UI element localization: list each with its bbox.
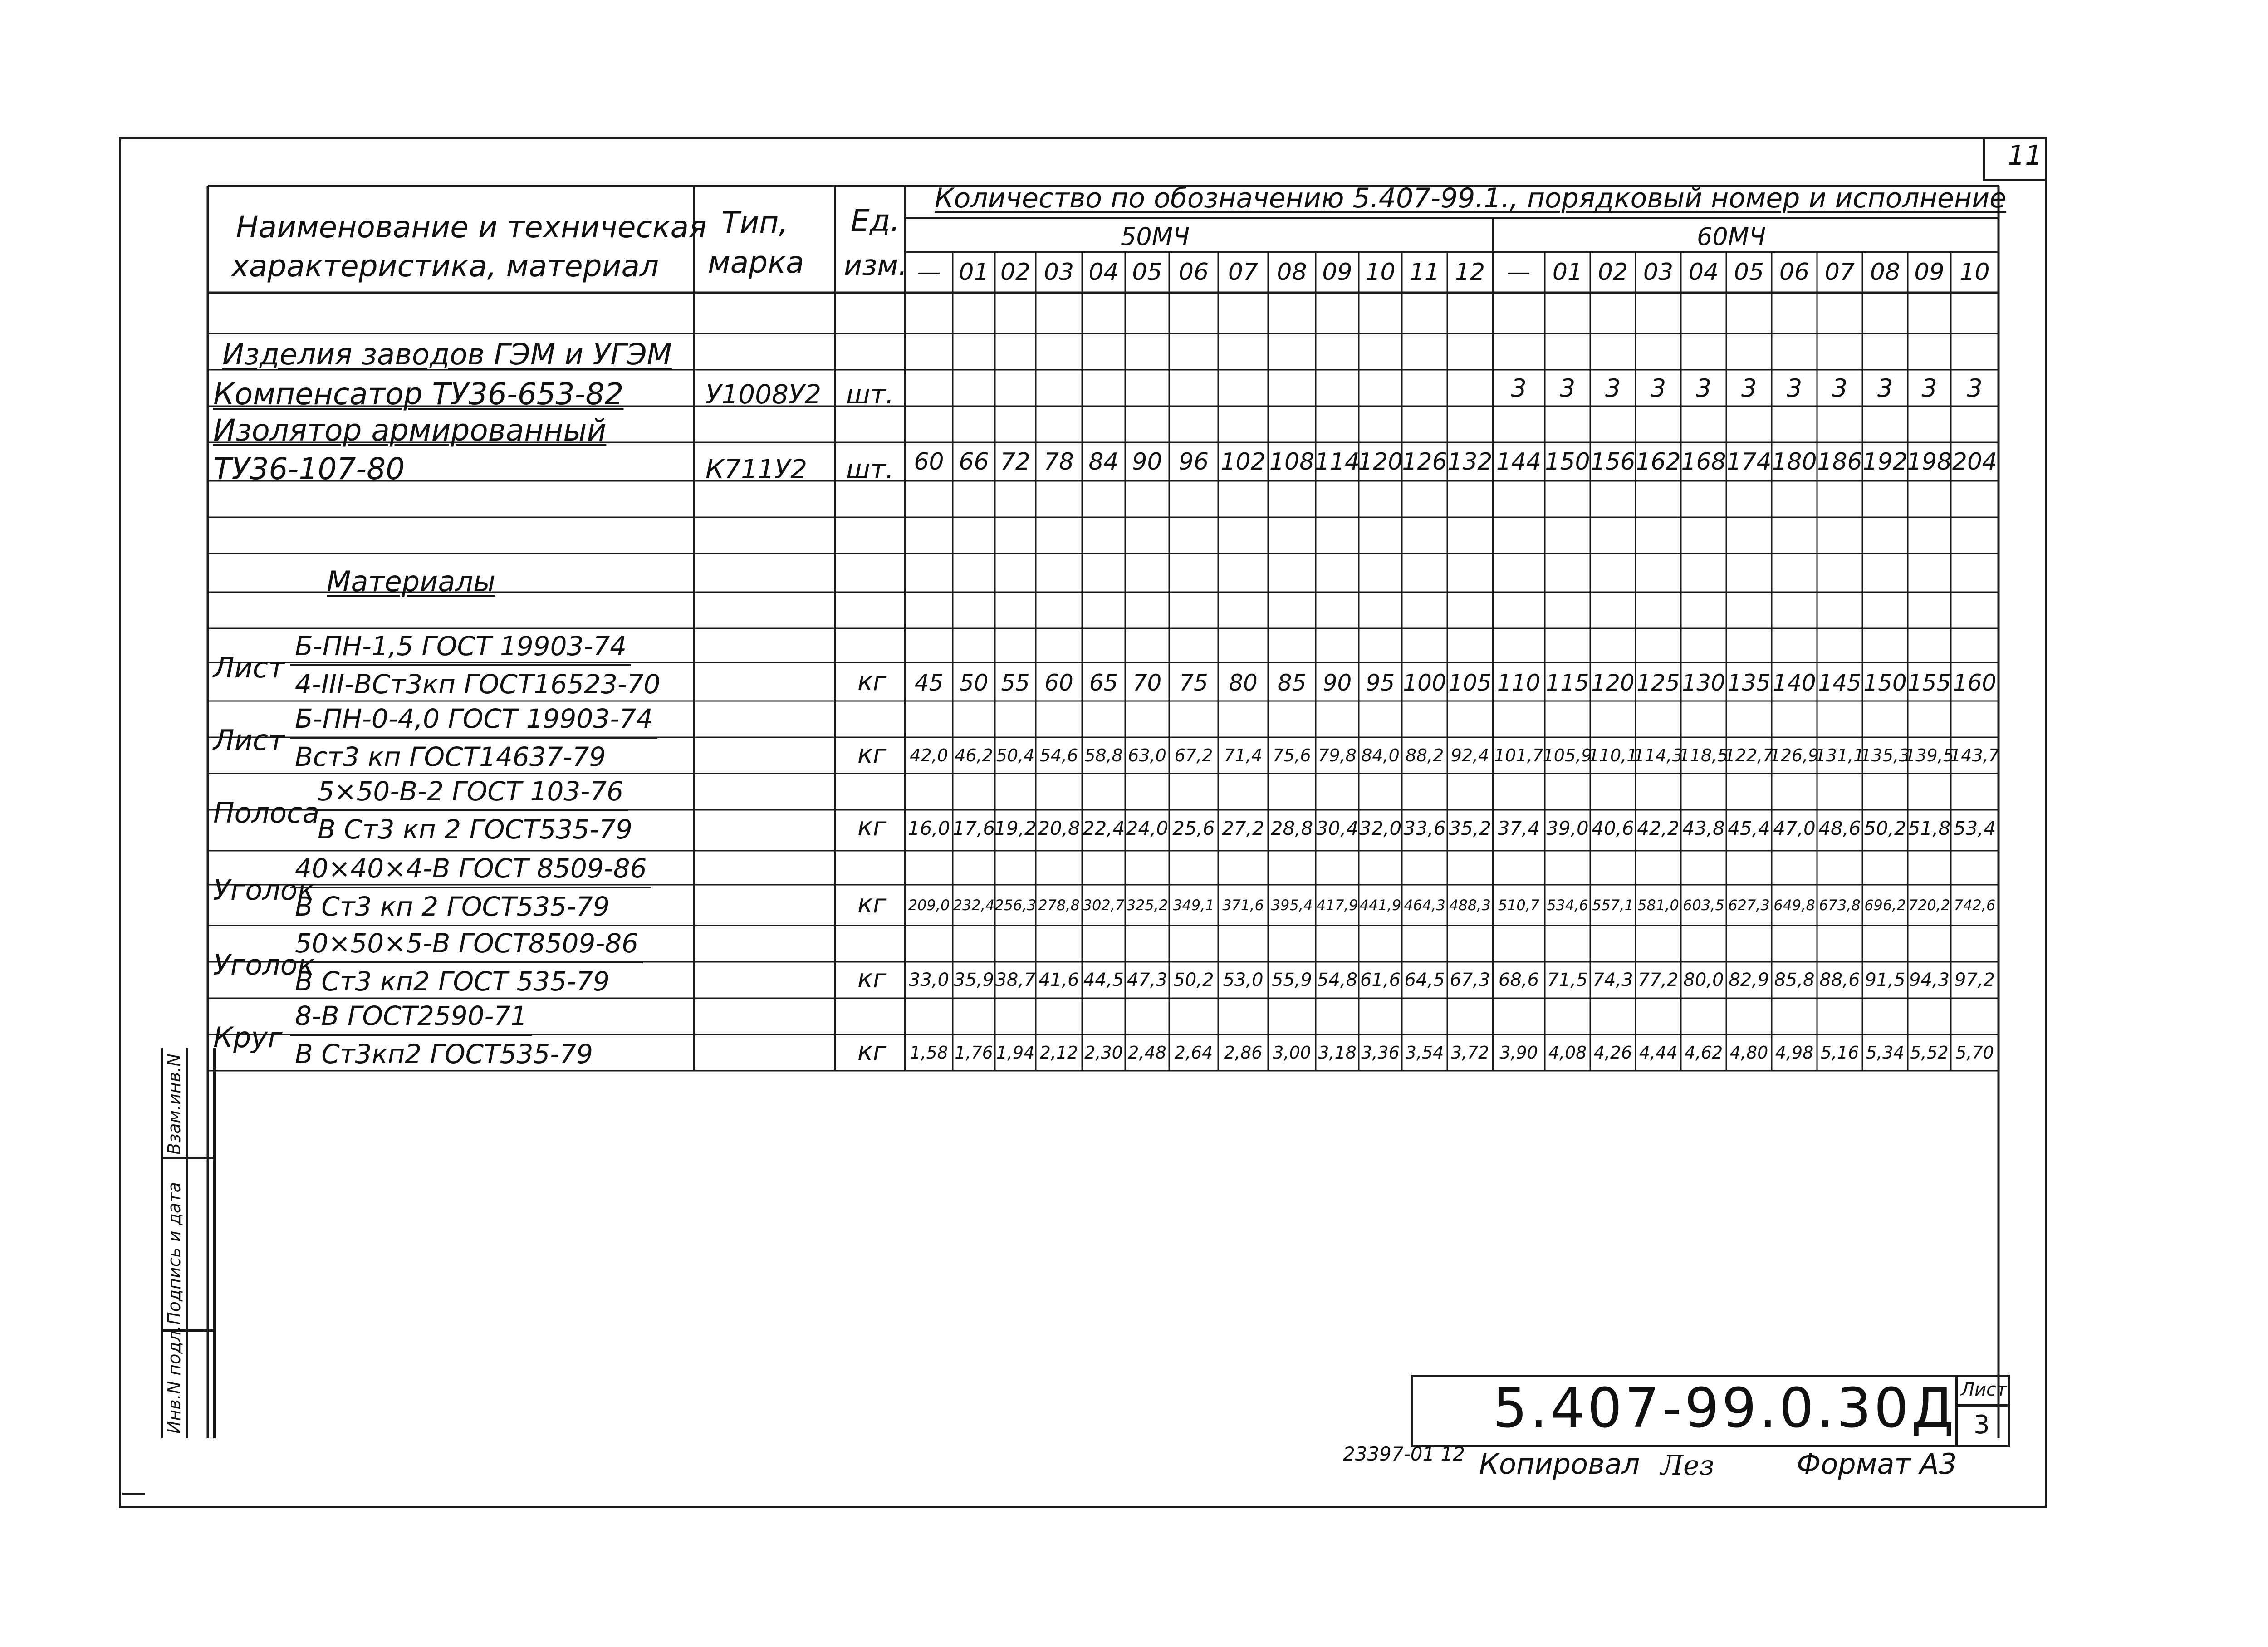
- subheader-cell: 08: [1277, 259, 1307, 286]
- compensator-value: [995, 370, 1036, 406]
- material-value: 441,9: [1359, 897, 1401, 914]
- material-value: 581,0: [1637, 897, 1679, 914]
- compensator-value: 3: [1786, 373, 1803, 402]
- insulator-value: 180: [1772, 448, 1817, 475]
- material-value: 325,2: [1126, 897, 1168, 914]
- compensator-unit: шт.: [846, 379, 894, 410]
- compensator-value: 3: [1921, 373, 1937, 402]
- insulator-name-line2: ТУ36-107-80: [213, 451, 405, 486]
- subheader-cell: 02: [1000, 259, 1031, 286]
- material-value: 63,0: [1128, 745, 1166, 765]
- material-value: 3,54: [1405, 1043, 1444, 1063]
- insulator-value: 66: [959, 448, 989, 475]
- material-value: 45,4: [1728, 817, 1770, 839]
- material-label: Уголок: [213, 873, 315, 907]
- copied-label: Копировал: [1479, 1447, 1640, 1480]
- material-unit: кг: [857, 889, 887, 919]
- material-value: 41,6: [1038, 970, 1079, 990]
- material-value: 2,12: [1039, 1043, 1078, 1063]
- document-designation: 5.407-99.0.30Д: [1493, 1377, 1957, 1440]
- material-value: 88,2: [1405, 745, 1444, 765]
- material-value: 61,6: [1360, 970, 1401, 990]
- compensator-value: 3: [1605, 373, 1621, 402]
- compensator-type: У1008У2: [705, 379, 822, 410]
- material-value: 75: [1179, 670, 1208, 696]
- subheader-cell: 07: [1228, 259, 1259, 286]
- material-value: 122,7: [1724, 745, 1774, 765]
- subheader-cell: 04: [1688, 259, 1719, 286]
- material-value: 3,00: [1273, 1043, 1311, 1063]
- side-stamp-inv-label: Инв.N подл.: [164, 1325, 184, 1434]
- material-value: 125: [1636, 670, 1680, 696]
- material-value: 100: [1403, 670, 1446, 696]
- material-value: 84,0: [1361, 745, 1400, 765]
- compensator-value: [905, 370, 953, 406]
- material-value: 720,2: [1908, 897, 1950, 914]
- material-unit: кг: [857, 740, 887, 769]
- material-spec-denominator: В Ст3кп2 ГОСТ535-79: [295, 1039, 593, 1069]
- order-number: 23397-01 12: [1343, 1443, 1465, 1465]
- material-value: 25,6: [1172, 817, 1215, 839]
- material-value: 114,3: [1633, 745, 1683, 765]
- material-value: 43,8: [1682, 817, 1725, 839]
- material-value: 349,1: [1173, 897, 1215, 914]
- material-value: 35,9: [953, 970, 994, 990]
- material-value: 3,36: [1361, 1043, 1400, 1063]
- insulator-value: 96: [1178, 448, 1209, 475]
- material-value: 74,3: [1592, 970, 1633, 990]
- material-value: 51,8: [1908, 817, 1951, 839]
- insulator-value: 90: [1132, 448, 1162, 475]
- material-value: 27,2: [1222, 817, 1264, 839]
- subheader-cell: —: [917, 259, 941, 286]
- material-spec-numerator: Б-ПН-0-4,0 ГОСТ 19903-74: [290, 703, 657, 739]
- side-stamp-signature-label: Подпись и дата: [164, 1182, 184, 1325]
- subheader-cell: 01: [1552, 259, 1583, 286]
- material-value: 54,6: [1039, 745, 1078, 765]
- bottom-left-mark: [122, 1493, 145, 1495]
- material-value: 67,3: [1450, 970, 1490, 990]
- material-value: 1,76: [955, 1043, 993, 1063]
- material-value: 3,18: [1318, 1043, 1357, 1063]
- subheader-cell: 09: [1322, 259, 1352, 286]
- material-value: 71,4: [1224, 745, 1263, 765]
- material-spec-numerator: 5×50-В-2 ГОСТ 103-76: [313, 776, 628, 811]
- material-label: Лист: [213, 651, 285, 684]
- material-value: 48,6: [1818, 817, 1861, 839]
- compensator-value: [953, 370, 995, 406]
- material-value: 50,2: [1864, 817, 1906, 839]
- material-label: Лист: [213, 724, 285, 757]
- compensator-value: [1447, 370, 1493, 406]
- material-value: 742,6: [1954, 897, 1996, 914]
- material-value: 4,44: [1639, 1043, 1678, 1063]
- material-value: 85,8: [1774, 970, 1815, 990]
- material-value: 70: [1132, 670, 1162, 696]
- material-value: 77,2: [1638, 970, 1679, 990]
- material-value: 150: [1863, 670, 1907, 696]
- subheader-cell: 05: [1734, 259, 1764, 286]
- compensator-value: [1316, 370, 1359, 406]
- material-value: 47,3: [1127, 970, 1168, 990]
- compensator-value: [1402, 370, 1447, 406]
- subheader-cell: 03: [1643, 259, 1674, 286]
- material-value: 33,6: [1403, 817, 1446, 839]
- material-value: 101,7: [1494, 745, 1543, 765]
- page-number: 11: [2008, 140, 2043, 172]
- material-value: 2,30: [1084, 1043, 1123, 1063]
- material-value: 94,3: [1909, 970, 1950, 990]
- material-unit: кг: [857, 667, 887, 696]
- material-value: 50,4: [996, 745, 1035, 765]
- subheader-cell: 01: [959, 259, 989, 286]
- compensator-value: 3: [1511, 373, 1527, 402]
- material-value: 33,0: [908, 970, 950, 990]
- group-60mch: 60МЧ: [1697, 222, 1766, 251]
- material-value: 24,0: [1126, 817, 1169, 839]
- material-value: 3,90: [1499, 1043, 1538, 1063]
- material-value: 118,5: [1679, 745, 1729, 765]
- material-unit: кг: [857, 812, 887, 842]
- material-value: 105: [1448, 670, 1492, 696]
- compensator-value: [1169, 370, 1218, 406]
- material-value: 5,52: [1910, 1043, 1949, 1063]
- material-label: Круг: [213, 1021, 283, 1054]
- material-spec-numerator: Б-ПН-1,5 ГОСТ 19903-74: [290, 631, 631, 666]
- material-spec-numerator: 40×40×4-В ГОСТ 8509-86: [290, 853, 651, 888]
- format-label: Формат А3: [1797, 1447, 1957, 1480]
- insulator-unit: шт.: [846, 454, 894, 485]
- material-unit: кг: [857, 1037, 887, 1066]
- material-value: 278,8: [1038, 897, 1080, 914]
- material-value: 85: [1277, 670, 1307, 696]
- side-stamp-divider-vertical: [186, 1048, 188, 1438]
- material-value: 4,08: [1548, 1043, 1587, 1063]
- material-value: 92,4: [1450, 745, 1489, 765]
- material-value: 37,4: [1497, 817, 1540, 839]
- material-spec-denominator: В Ст3 кп 2 ГОСТ535-79: [295, 891, 610, 922]
- material-value: 110: [1497, 670, 1541, 696]
- material-value: 32,0: [1359, 817, 1402, 839]
- name-header-line2: характеристика, материал: [231, 249, 659, 284]
- unit-header-line2: изм.: [844, 249, 907, 282]
- material-value: 143,7: [1950, 745, 1999, 765]
- material-value: 2,48: [1128, 1043, 1166, 1063]
- material-value: 126,9: [1769, 745, 1819, 765]
- insulator-value: 60: [914, 448, 944, 475]
- material-value: 4,62: [1684, 1043, 1723, 1063]
- material-value: 65: [1089, 670, 1118, 696]
- subheader-cell: 08: [1870, 259, 1901, 286]
- material-value: 44,5: [1083, 970, 1124, 990]
- material-value: 17,6: [952, 817, 995, 839]
- material-label: Уголок: [213, 948, 315, 981]
- insulator-value: 174: [1726, 448, 1772, 475]
- material-spec: [290, 853, 651, 922]
- material-value: 4,98: [1775, 1043, 1814, 1063]
- material-spec: [290, 1000, 598, 1069]
- material-value: 4,80: [1729, 1043, 1768, 1063]
- material-value: 120: [1591, 670, 1635, 696]
- sheet-number: 3: [1974, 1410, 1990, 1440]
- insulator-value: 156: [1590, 448, 1636, 475]
- material-value: 302,7: [1083, 897, 1125, 914]
- subheader-cell: 12: [1455, 259, 1485, 286]
- material-value: 115: [1546, 670, 1589, 696]
- material-value: 1,58: [910, 1043, 948, 1063]
- sheet-label: Лист: [1961, 1379, 2007, 1400]
- insulator-value: 168: [1681, 448, 1726, 475]
- material-value: 105,9: [1543, 745, 1592, 765]
- material-value: 28,8: [1270, 817, 1313, 839]
- insulator-value: 162: [1636, 448, 1681, 475]
- material-spec: [313, 776, 637, 845]
- material-spec-denominator: 4-III-ВСт3кп ГОСТ16523-70: [295, 669, 661, 700]
- compensator-value: 3: [1695, 373, 1712, 402]
- material-value: 30,4: [1316, 817, 1359, 839]
- insulator-value: 102: [1220, 448, 1266, 475]
- compensator-name: Компенсатор ТУ36-653-82: [213, 377, 624, 412]
- material-value: 139,5: [1905, 745, 1954, 765]
- material-value: 488,3: [1449, 897, 1491, 914]
- material-value: 145: [1818, 670, 1861, 696]
- material-value: 510,7: [1498, 897, 1540, 914]
- compensator-value: 3: [1877, 373, 1893, 402]
- copier-signature: Лез: [1661, 1450, 1714, 1481]
- type-header-line2: марка: [708, 245, 804, 280]
- material-value: 58,8: [1084, 745, 1123, 765]
- insulator-value: 150: [1545, 448, 1590, 475]
- insulator-value: 198: [1906, 448, 1952, 475]
- material-value: 5,34: [1866, 1043, 1905, 1063]
- material-label: Полоса: [213, 796, 320, 829]
- insulator-name-line1: Изолятор армированный: [213, 413, 607, 448]
- insulator-type: К711У2: [705, 454, 808, 485]
- material-value: 71,5: [1547, 970, 1588, 990]
- material-value: 46,2: [955, 745, 993, 765]
- material-value: 20,8: [1038, 817, 1080, 839]
- compensator-value: [1082, 370, 1125, 406]
- unit-header-line1: Ед.: [851, 203, 900, 238]
- insulator-value: 144: [1496, 448, 1542, 475]
- material-value: 557,1: [1592, 897, 1634, 914]
- material-value: 131,1: [1815, 745, 1865, 765]
- material-value: 627,3: [1728, 897, 1770, 914]
- subheader-cell: 06: [1779, 259, 1810, 286]
- compensator-value: [1125, 370, 1169, 406]
- insulator-value: 132: [1447, 448, 1493, 475]
- subheader-cell: 03: [1043, 259, 1074, 286]
- side-stamp-divider: [161, 1157, 216, 1159]
- material-value: 55,9: [1271, 970, 1313, 990]
- material-value: 54,8: [1317, 970, 1358, 990]
- group-50mch: 50МЧ: [1121, 222, 1190, 251]
- type-header-line1: Тип,: [721, 205, 789, 240]
- material-value: 50,2: [1173, 970, 1214, 990]
- insulator-value: 114: [1314, 448, 1360, 475]
- material-value: 696,2: [1864, 897, 1906, 914]
- compensator-value: 3: [1967, 373, 1983, 402]
- title-block-divider-h: [1955, 1404, 2010, 1407]
- material-value: 673,8: [1819, 897, 1861, 914]
- material-value: 649,8: [1773, 897, 1815, 914]
- subheader-cell: 07: [1824, 259, 1855, 286]
- subheader-cell: 04: [1088, 259, 1119, 286]
- material-value: 88,6: [1819, 970, 1860, 990]
- material-value: 95: [1366, 670, 1395, 696]
- material-value: 82,9: [1729, 970, 1769, 990]
- material-value: 417,9: [1316, 897, 1358, 914]
- material-value: 155: [1907, 670, 1951, 696]
- material-value: 79,8: [1318, 745, 1357, 765]
- material-unit: кг: [857, 964, 887, 994]
- material-value: 97,2: [1954, 970, 1995, 990]
- material-spec-numerator: 50×50×5-В ГОСТ8509-86: [290, 928, 643, 963]
- material-value: 534,6: [1547, 897, 1588, 914]
- material-value: 35,2: [1449, 817, 1491, 839]
- compensator-value: 3: [1559, 373, 1576, 402]
- insulator-value: 126: [1402, 448, 1447, 475]
- subheader-cell: 10: [1365, 259, 1396, 286]
- compensator-value: 3: [1741, 373, 1757, 402]
- material-value: 3,72: [1450, 1043, 1489, 1063]
- material-spec-denominator: Вст3 кп ГОСТ14637-79: [295, 741, 606, 772]
- quantity-header: Количество по обозначению 5.407-99.1., порядковый номер и исполнение: [935, 182, 2007, 214]
- material-value: 160: [1953, 670, 1997, 696]
- compensator-value: 3: [1650, 373, 1666, 402]
- insulator-value: 108: [1269, 448, 1315, 475]
- subheader-cell: 10: [1959, 259, 1990, 286]
- section-materials: Материалы: [327, 565, 495, 598]
- material-value: 371,6: [1222, 897, 1264, 914]
- insulator-value: 120: [1357, 448, 1403, 475]
- material-value: 53,0: [1223, 970, 1264, 990]
- material-value: 2,64: [1174, 1043, 1213, 1063]
- material-spec: [290, 703, 657, 772]
- material-value: 45: [914, 670, 944, 696]
- material-value: 80: [1229, 670, 1258, 696]
- material-value: 16,0: [907, 817, 950, 839]
- subheader-cell: 09: [1914, 259, 1945, 286]
- side-stamp-replace-label: Взам.инв.N: [164, 1054, 184, 1155]
- material-value: 91,5: [1865, 970, 1906, 990]
- material-value: 80,0: [1683, 970, 1724, 990]
- insulator-value: 84: [1088, 448, 1119, 475]
- material-value: 135: [1727, 670, 1771, 696]
- material-value: 55: [1001, 670, 1030, 696]
- material-value: 110,1: [1588, 745, 1638, 765]
- material-value: 42,2: [1637, 817, 1680, 839]
- material-value: 60: [1044, 670, 1073, 696]
- material-value: 53,4: [1953, 817, 1996, 839]
- material-value: 64,5: [1404, 970, 1445, 990]
- insulator-value: 186: [1817, 448, 1862, 475]
- section-products: Изделия заводов ГЭМ и УГЭМ: [222, 338, 672, 372]
- material-value: 603,5: [1683, 897, 1724, 914]
- subheader-cell: 02: [1597, 259, 1628, 286]
- material-value: 50: [959, 670, 989, 696]
- compensator-value: [1036, 370, 1082, 406]
- insulator-value: 72: [1000, 448, 1031, 475]
- compensator-value: [1359, 370, 1402, 406]
- subheader-cell: 06: [1178, 259, 1209, 286]
- material-value: 38,7: [995, 970, 1036, 990]
- material-value: 395,4: [1271, 897, 1313, 914]
- material-value: 5,70: [1955, 1043, 1994, 1063]
- subheader-cell: 05: [1132, 259, 1162, 286]
- material-spec: [290, 928, 643, 997]
- material-value: 232,4: [953, 897, 995, 914]
- material-value: 256,3: [994, 897, 1036, 914]
- material-value: 1,94: [996, 1043, 1035, 1063]
- material-value: 140: [1773, 670, 1816, 696]
- material-value: 4,26: [1593, 1043, 1632, 1063]
- material-value: 209,0: [908, 897, 950, 914]
- material-spec-numerator: 8-В ГОСТ2590-71: [290, 1000, 532, 1036]
- compensator-value: [1218, 370, 1268, 406]
- insulator-value: 192: [1862, 448, 1908, 475]
- material-value: 42,0: [910, 745, 948, 765]
- material-value: 90: [1323, 670, 1352, 696]
- insulator-value: 204: [1952, 448, 1998, 475]
- compensator-value: 3: [1832, 373, 1848, 402]
- material-value: 68,6: [1498, 970, 1539, 990]
- material-value: 39,0: [1546, 817, 1589, 839]
- material-value: 22,4: [1082, 817, 1125, 839]
- material-value: 464,3: [1404, 897, 1445, 914]
- material-spec-denominator: В Ст3 кп 2 ГОСТ535-79: [318, 814, 632, 845]
- material-value: 67,2: [1174, 745, 1213, 765]
- subheader-cell: —: [1507, 259, 1531, 286]
- material-value: 47,0: [1773, 817, 1816, 839]
- material-value: 5,16: [1820, 1043, 1859, 1063]
- material-value: 130: [1682, 670, 1725, 696]
- subheader-cell: 11: [1409, 259, 1440, 286]
- material-value: 135,3: [1860, 745, 1910, 765]
- material-value: 2,86: [1224, 1043, 1263, 1063]
- compensator-value: [1268, 370, 1316, 406]
- insulator-value: 78: [1043, 448, 1074, 475]
- material-value: 40,6: [1592, 817, 1634, 839]
- material-spec: [290, 631, 665, 700]
- material-value: 75,6: [1273, 745, 1311, 765]
- material-value: 19,2: [994, 817, 1037, 839]
- name-header-line1: Наименование и техническая: [236, 210, 707, 245]
- material-spec-denominator: В Ст3 кп2 ГОСТ 535-79: [295, 966, 610, 997]
